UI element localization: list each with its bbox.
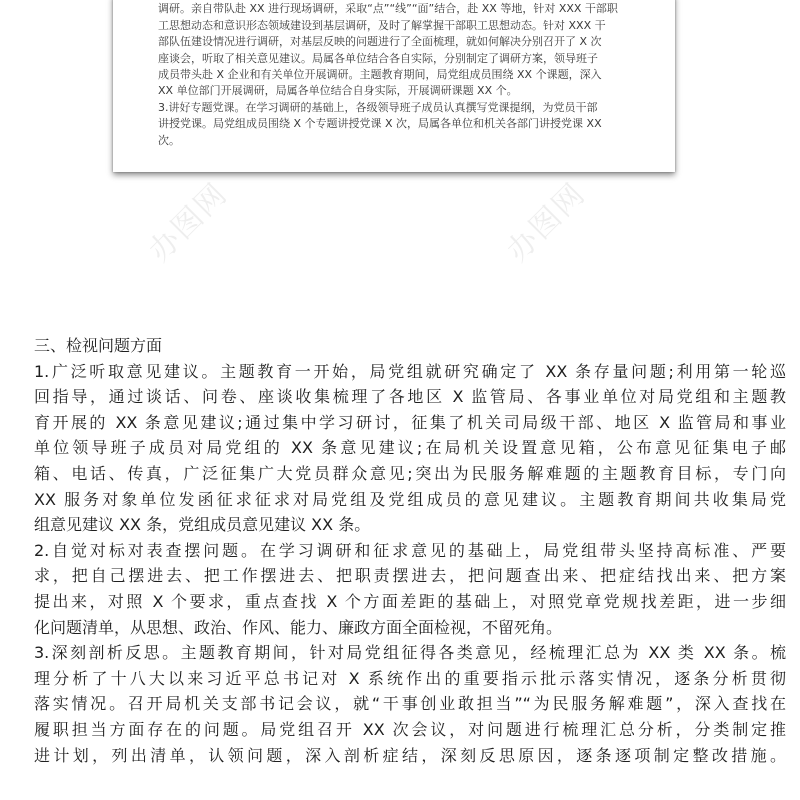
paragraph-line: 育开展的 XX 条意见建议;通过集中学习研讨，征集了机关司局级干部、地区 X 监管局和事业 — [34, 412, 786, 432]
paragraph-line: 理分析了十八大以来习近平总书记对 X 系统作出的重要指示批示落实情况，逐条分析贯彻 — [34, 668, 786, 688]
paragraph-line: 1.广泛听取意见建议。主题教育一开始，局党组就研究确定了 XX 条存量问题;利用第一轮巡 — [34, 361, 786, 381]
document-preview-card — [113, 0, 675, 172]
paragraph-line: 2.自觉对标对表查摆问题。在学习调研和征求意见的基础上，局党组带头坚持高标准、严要 — [34, 540, 786, 560]
preview-line: XX 单位部门开展调研，局属各单位结合自身实际，开展调研课题 XX 个。 — [158, 84, 518, 98]
paragraph-line: 进计划，列出清单，认领问题，深入剖析症结，深刻反思原因，逐条逐项制定整改措施。 — [34, 745, 786, 765]
preview-line: 部队伍建设情况进行调研，对基层反映的问题进行了全面梳理，就如何解决分别召开了 X 次 — [158, 35, 602, 49]
paragraph-line: 求，把自己摆进去、把工作摆进去、把职责摆进去，把问题查出来、把症结找出来、把方案 — [34, 566, 786, 586]
paragraph-line: 落实情况。召开局机关支部书记会议，就“干事创业敢担当”“为民服务解难题”，深入查找在 — [34, 694, 786, 714]
section-heading: 三、检视问题方面 — [34, 336, 163, 355]
paragraph-line: 提出来，对照 X 个要求，重点查找 X 个方面差距的基础上，对照党章党规找差距，进一步细 — [34, 591, 786, 611]
preview-text-block — [158, 0, 644, 149]
preview-line: 座谈会，听取了相关意见建议。局属各单位结合各自实际，分别制定了调研方案，领导班子 — [158, 51, 598, 65]
paragraph-line: 化问题清单，从思想、政治、作风、能力、廉政方面全面检视，不留死角。 — [34, 617, 563, 637]
main-text-block — [34, 333, 786, 768]
watermark-right: 办图网 — [500, 176, 593, 269]
paragraph-line: 履职担当方面存在的问题。局党组召开 XX 次会议，对问题进行梳理汇总分析，分类制定推 — [34, 719, 786, 739]
preview-line: 工思想动态和意识形态领域建设到基层调研，及时了解掌握干部职工思想动态。针对 XXX 干 — [158, 18, 606, 32]
paragraph-line: 3.深刻剖析反思。主题教育期间，针对局党组征得各类意见，经梳理汇总为 XX 类 XX 条。梳 — [34, 643, 786, 663]
paragraph-line: 箱、电话、传真，广泛征集广大党员群众意见;突出为民服务解难题的主题教育目标，专门向 — [34, 463, 786, 483]
watermark-left: 办图网 — [142, 176, 235, 269]
paragraph-line: 单位领导班子成员对局党组的 XX 条意见建议;在局机关设置意见箱，公布意见征集电子邮 — [34, 438, 786, 458]
preview-line: 3.讲好专题党课。在学习调研的基础上，各级领导班子成员认真撰写党课提纲，为党员干部 — [158, 100, 598, 114]
preview-line: 调研。亲自带队赴 XX 进行现场调研，采取“点”“线”“面”结合，赴 XX 等地，针对 XXX 干部职 — [158, 2, 618, 16]
preview-line: 成员带头赴 X 企业和有关单位开展调研。主题教育期间，局党组成员围绕 XX 个课题，深入 — [158, 68, 602, 82]
paragraph-line: XX 服务对象单位发函征求征求对局党组及党组成员的意见建议。主题教育期间共收集局党 — [34, 489, 786, 509]
preview-line: 次。 — [158, 133, 180, 147]
preview-line: 讲授党课。局党组成员围绕 X 个专题讲授党课 X 次，局属各单位和机关各部门讲授党课 XX — [158, 117, 602, 131]
paragraph-line: 回指导，通过谈话、问卷、座谈收集梳理了各地区 X 监管局、各事业单位对局党组和主题教 — [34, 387, 786, 407]
paragraph-line: 组意见建议 XX 条，党组成员意见建议 XX 条。 — [34, 515, 371, 535]
